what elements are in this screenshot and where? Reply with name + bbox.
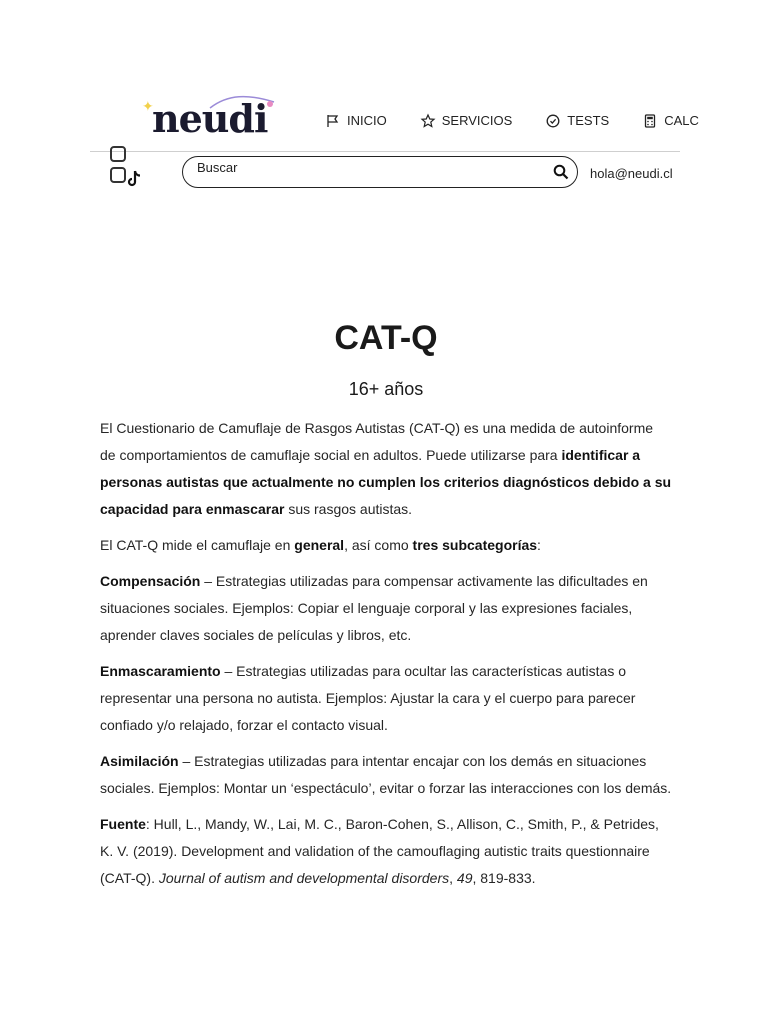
nav-label: INICIO bbox=[347, 113, 387, 128]
measures-text: El CAT-Q mide el camuflaje en bbox=[100, 537, 295, 553]
nav-item-inicio[interactable] bbox=[326, 113, 387, 128]
search-input[interactable] bbox=[195, 159, 539, 176]
source-pages: , 819-833. bbox=[472, 870, 536, 886]
sparkle-icon: ✦ bbox=[142, 98, 154, 114]
nav-item-servicios[interactable] bbox=[421, 113, 513, 128]
social-icons-row bbox=[110, 146, 158, 156]
main-nav bbox=[326, 113, 699, 128]
compensation-text: – Estrategias utilizadas para compensar activamente las dificultades en situaciones sociales. Ejemplos: Copiar el lenguaje corporal y las expresiones faciales, aprender claves sociales de películas y libros, etc. bbox=[100, 573, 648, 643]
masking-term: Enmascaramiento bbox=[100, 663, 221, 679]
compensation-term: Compensación bbox=[100, 573, 201, 589]
source-label: Fuente bbox=[100, 816, 146, 832]
measures-bold-general: general bbox=[294, 537, 345, 553]
nav-label: SERVICIOS bbox=[441, 113, 513, 128]
calculator-icon bbox=[643, 114, 657, 128]
facebook-icon[interactable] bbox=[110, 146, 126, 162]
masking-paragraph bbox=[100, 658, 672, 739]
source-volume: 49 bbox=[456, 870, 473, 886]
source-journal: Journal of autism and developmental disorders bbox=[158, 870, 450, 886]
compensation-paragraph bbox=[100, 568, 672, 649]
intro-bold: identificar a personas autistas que actualmente no cumplen los criterios diagnósticos debido a su capacidad para enmascarar bbox=[100, 447, 672, 517]
contact-email[interactable]: hola@neudi.cl bbox=[590, 166, 673, 181]
measures-text-mid: , así como bbox=[344, 537, 413, 553]
assimilation-text: – Estrategias utilizadas para intentar encajar con los demás en situaciones sociales. Ejemplos: Montar un ‘espectáculo’, evitar o forzar las interacciones con los demás. bbox=[100, 753, 672, 796]
nav-item-calc[interactable] bbox=[643, 113, 699, 128]
source-paragraph bbox=[100, 811, 672, 892]
nav-item-tests[interactable] bbox=[546, 113, 609, 128]
search-bar bbox=[182, 156, 578, 188]
page-frame bbox=[90, 0, 699, 1024]
neudi-logo[interactable] bbox=[142, 96, 268, 146]
tiktok-icon[interactable] bbox=[126, 170, 142, 188]
flag-icon bbox=[326, 114, 340, 128]
measures-bold-subcategories: tres subcategorías bbox=[412, 537, 538, 553]
nav-label: CALC bbox=[664, 113, 699, 128]
header-divider bbox=[90, 151, 680, 152]
source-separator: , bbox=[449, 870, 457, 886]
intro-paragraph bbox=[100, 415, 672, 523]
nav-label: TESTS bbox=[567, 113, 610, 128]
masking-text: – Estrategias utilizadas para ocultar las características autistas o representar una persona no autista. Ejemplos: Ajustar la cara y el cuerpo para parecer confiado y/o relajado, forzar el contacto visual. bbox=[100, 663, 636, 733]
logo-text: neudi bbox=[152, 96, 268, 141]
page-subtitle: 16+ años bbox=[348, 379, 424, 399]
instagram-icon[interactable] bbox=[110, 167, 126, 183]
search-icon[interactable] bbox=[553, 164, 569, 180]
intro-text: El Cuestionario de Camuflaje de Rasgos Autistas (CAT-Q) es una medida de autoinforme de comportamientos de camuflaje social en adultos. Puede utilizarse para bbox=[100, 420, 654, 463]
page-title: CAT-Q bbox=[334, 319, 438, 357]
measures-text-end: : bbox=[537, 537, 541, 553]
star-icon bbox=[421, 114, 435, 128]
measures-paragraph bbox=[100, 532, 672, 559]
source-text: : Hull, L., Mandy, W., Lai, M. C., Baron-Cohen, S., Allison, C., Smith, P., & Petrides, K. V. (2019). Development and validation of the camouflaging autistic traits questionnaire (CAT-Q). bbox=[100, 816, 659, 886]
check-circle-icon bbox=[546, 114, 560, 128]
main-content bbox=[100, 240, 672, 901]
intro-text-end: sus rasgos autistas. bbox=[284, 501, 413, 517]
assimilation-paragraph bbox=[100, 748, 672, 802]
assimilation-term: Asimilación bbox=[100, 753, 179, 769]
